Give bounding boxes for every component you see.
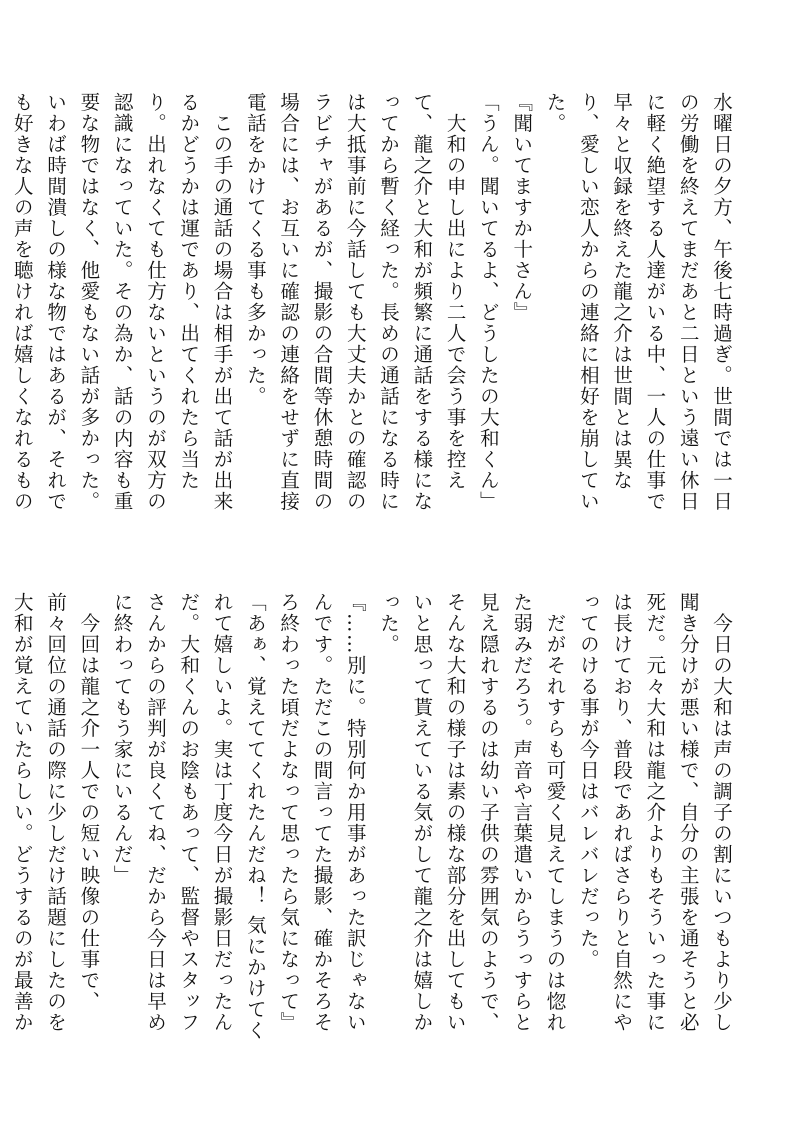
lower-text-block bbox=[10, 592, 738, 1052]
upper-text-block bbox=[10, 92, 738, 532]
dialogue-line: 「うん。聞いてるよ、どうしたの大和くん」 bbox=[476, 92, 500, 512]
paragraph: 水曜日の夕方、午後七時過ぎ。世間では一日の労働を終えてまだあと二日という遠い休日に軽く絶望する人達がいる中、一人の仕事で早々と収録を終えた龍之介は世間とは異なり、愛しい恋人からの連絡に相好を崩していた。 bbox=[543, 92, 733, 512]
paragraph: この手の通話の場合は相手が出て話が出来るかどうかは運であり、出てくれたら当たり。出れなくても仕方ないというのが双方の認識になっていた。その為か、話の内容も重要な物ではなく、他愛もない話が多かった。いわば時間潰しの様な物ではあるが、それでも好きな人の声を聴ければ嬉しくなれるもの bbox=[10, 92, 234, 512]
paragraph: 大和の申し出により二人で会う事を控えて、龍之介と大和が頻繁に通話をする様になってから暫く経った。長めの通話になる時には大抵事前に今話しても大丈夫かとの確認のラビチャがあるが、撮影の合間等休憩時間の場合には、お互いに確認の連絡をせずに直接電話をかけてくる事も多かった。 bbox=[243, 92, 467, 512]
paragraph: 今回は龍之介一人での短い映像の仕事で、前々回位の通話の際に少しだけ話題にしたのを大和が覚えていたらしい。どうするのが最善か bbox=[10, 592, 101, 1033]
dialogue-line: 「あぁ、覚えててくれたんだね！ 気にかけてくれて嬉しいよ。実は丁度今日が撮影日だったんだ。大和くんのお陰もあって、監督やスタッフさんからの評判が良くてね、だから今日は早めに終わってもう家にいるんだ」 bbox=[110, 592, 267, 1041]
dialogue-line: 『……別に。特別何か用事があった訳じゃないんです。ただこの間言ってた撮影、確かそろそろ終わった頃だよなって思ったら気になって』 bbox=[277, 592, 367, 1033]
dialogue-line: 『聞いてますか十さん』 bbox=[510, 92, 534, 323]
paragraph: だがそれすらも可愛く見えてしまうのは惚れた弱みだろう。声音や言葉遣いからうっすらと見え隠れするのは幼い子供の雰囲気のようで、そんな大和の様子は素の様な部分を出してもいいと思って貰えている気がして龍之介は嬉しかった。 bbox=[377, 592, 567, 1033]
paragraph: 今日の大和は声の調子の割にいつもより少し聞き分けが悪い様で、自分の主張を通そうと必死だ。元々大和は龍之介よりもそういった事には長けており、普段であればさらりと自然にやってのける事が今日はバレバレだった。 bbox=[576, 592, 733, 1033]
